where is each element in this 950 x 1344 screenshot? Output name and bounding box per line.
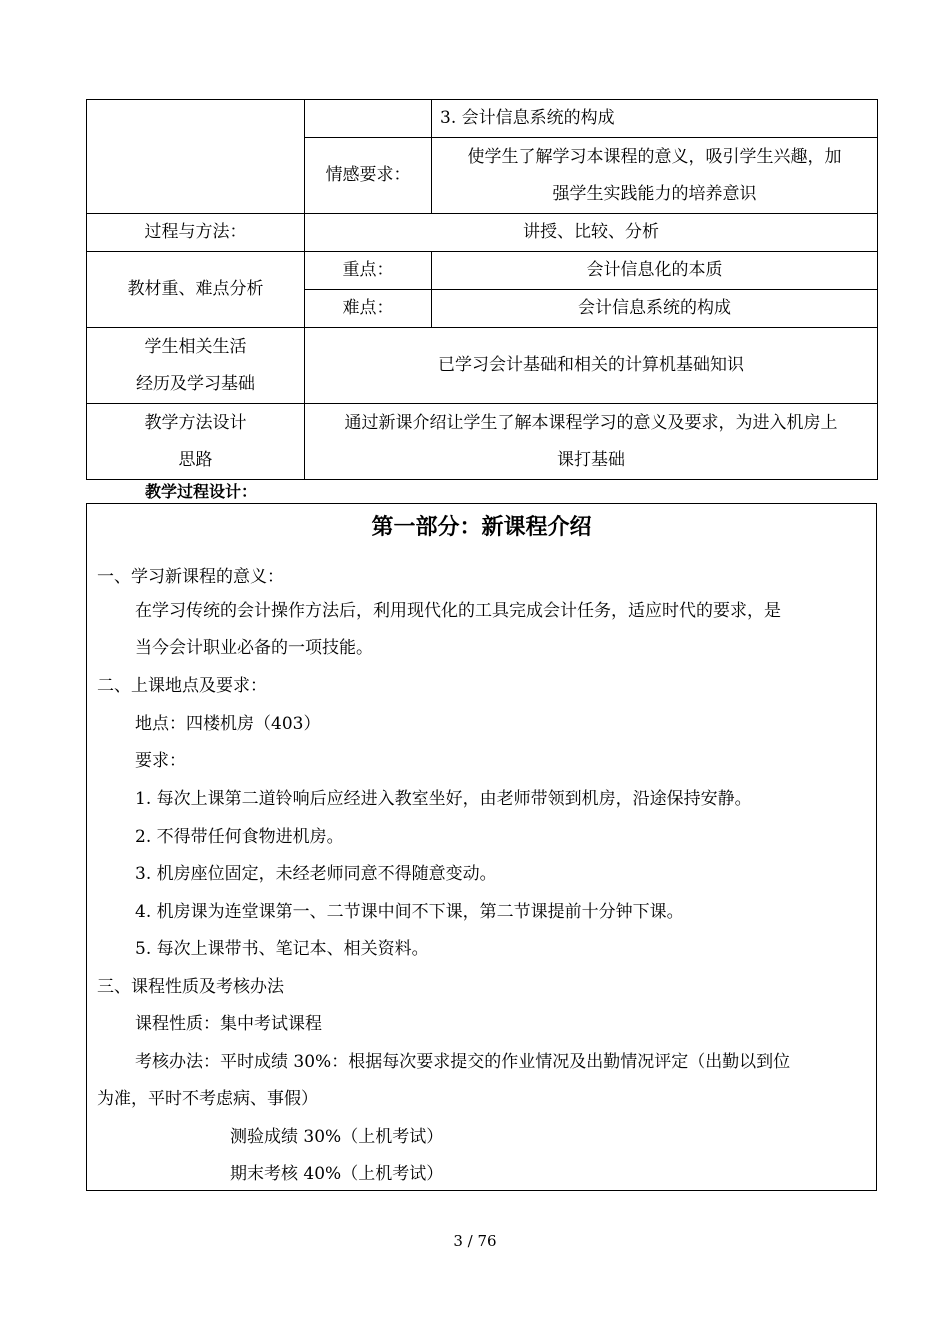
paragraph-line: 当今会计职业必备的一项技能。: [135, 638, 373, 658]
heading-2: 二、上课地点及要求：: [97, 676, 267, 696]
method-value: [305, 404, 878, 480]
process-label: 过程与方法：: [87, 214, 305, 252]
process-value: 讲授、比较、分析: [305, 214, 878, 252]
method-label-line: 教学方法设计: [144, 412, 247, 433]
assessment-line: 考核办法：平时成绩 30%：根据每次要求提交的作业情况及出勤情况评定（出勤以到位: [135, 1052, 791, 1072]
background-label: [87, 328, 305, 404]
method-label-line: 思路: [178, 449, 213, 470]
course-nature-line: 课程性质：集中考试课程: [135, 1014, 322, 1034]
requirements-label: 要求：: [135, 751, 186, 771]
emotion-value-line: 强学生实践能力的培养意识: [552, 183, 757, 204]
box-title: 第一部分：新课程介绍: [371, 514, 592, 540]
emotion-value: [432, 138, 878, 214]
keypoints-label: 教材重、难点分析: [87, 252, 305, 328]
method-label: [87, 404, 305, 480]
difficult-point-label: 难点：: [305, 290, 432, 328]
assessment-line: 期末考核 40%（上机考试）: [230, 1164, 444, 1184]
background-label-line: 学生相关生活: [144, 336, 247, 357]
blank-cell: [305, 100, 432, 138]
emotion-value-line: 使学生了解学习本课程的意义，吸引学生兴趣，加: [467, 146, 842, 167]
section-label: 教学过程设计：: [145, 482, 258, 501]
background-value: 已学习会计基础和相关的计算机基础知识: [305, 328, 878, 404]
heading-3: 三、课程性质及考核办法: [97, 977, 284, 997]
rule-item: 5. 每次上课带书、笔记本、相关资料。: [135, 939, 429, 959]
rule-item: 1. 每次上课第二道铃响后应经进入教室坐好，由老师带领到机房，沿途保持安静。: [135, 789, 752, 809]
background-label-line: 经历及学习基础: [136, 373, 255, 394]
assessment-line: 测验成绩 30%（上机考试）: [230, 1127, 444, 1147]
location-line: 地点：四楼机房（403）: [135, 714, 321, 734]
emotion-label: 情感要求：: [305, 138, 432, 214]
course-intro-box: [86, 503, 877, 1191]
difficult-point-value: 会计信息系统的构成: [432, 290, 878, 328]
rule-item: 2. 不得带任何食物进机房。: [135, 827, 344, 847]
page-indicator: 3 / 76: [453, 1232, 497, 1250]
method-value-line: 通过新课介绍让学生了解本课程学习的意义及要求，为进入机房上: [344, 412, 838, 433]
rule-item: 4. 机房课为连堂课第一、二节课中间不下课，第二节课提前十分钟下课。: [135, 902, 684, 922]
lesson-plan-table: [86, 99, 878, 480]
rule-item: 3. 机房座位固定，未经老师同意不得随意变动。: [135, 864, 497, 884]
assessment-line: 为准，平时不考虑病、事假）: [97, 1089, 318, 1109]
paragraph-line: 在学习传统的会计操作方法后，利用现代化的工具完成会计任务，适应时代的要求，是: [135, 601, 781, 621]
key-point-label: 重点：: [305, 252, 432, 290]
objective-item-3: 3. 会计信息系统的构成: [432, 100, 878, 138]
blank-cell: [87, 100, 305, 214]
method-value-line: 课打基础: [557, 449, 625, 470]
key-point-value: 会计信息化的本质: [432, 252, 878, 290]
heading-1: 一、学习新课程的意义：: [97, 567, 284, 587]
